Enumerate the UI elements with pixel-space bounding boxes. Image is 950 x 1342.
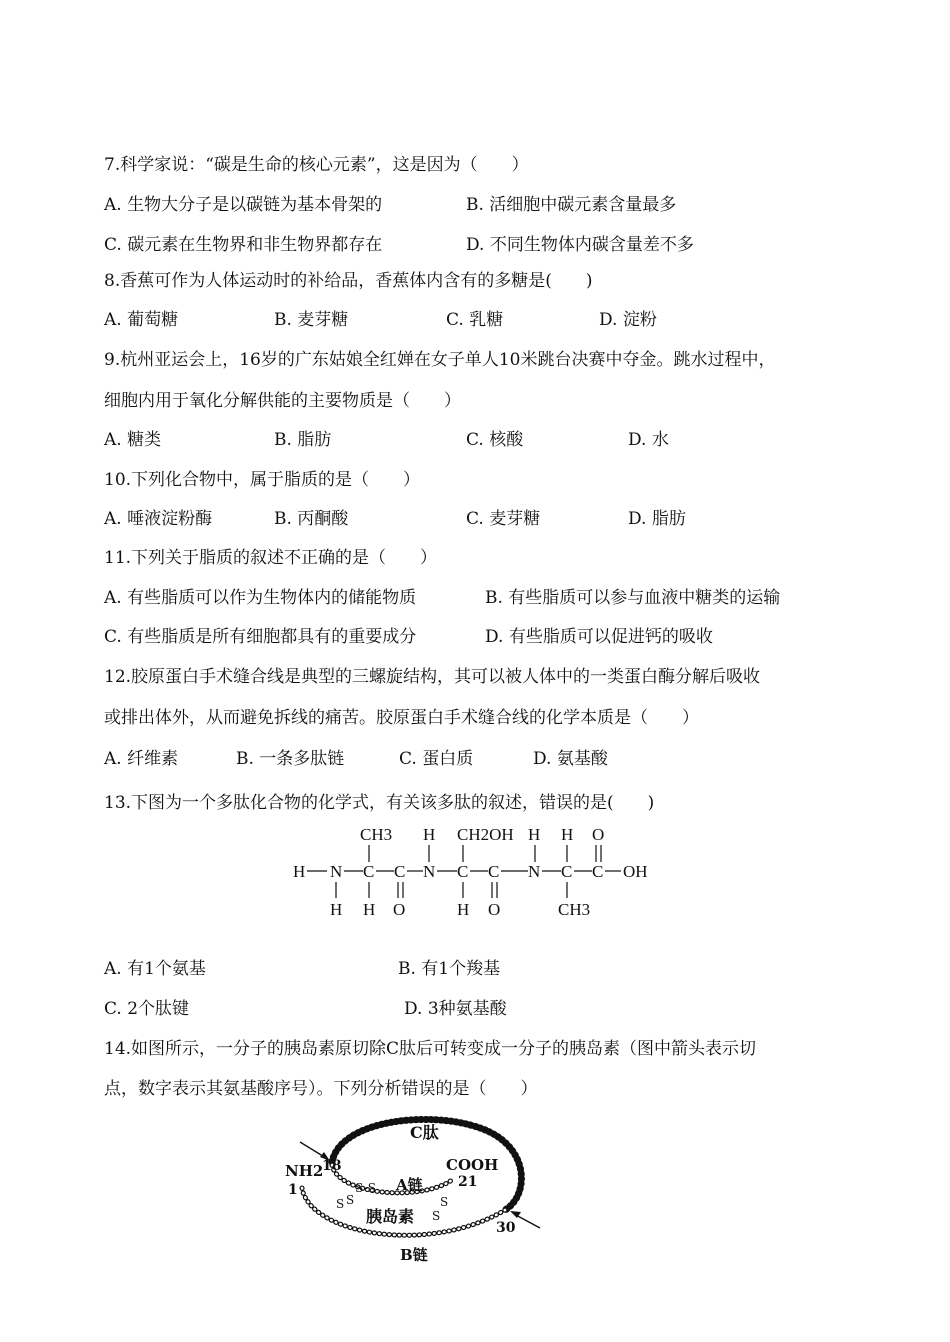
q7-option-a: A. 生物大分子是以碳链为基本骨架的 <box>104 195 383 215</box>
label-s-3: S <box>440 1195 449 1209</box>
formula-o-bottom-2: O <box>488 900 501 919</box>
q12-option-b: B. 一条多肽链 <box>236 749 345 769</box>
q7-option-b: B. 活细胞中碳元素含量最多 <box>466 195 677 215</box>
q11-option-c: C. 有些脂质是所有细胞都具有的重要成分 <box>104 627 417 647</box>
formula-n-1: N <box>330 862 343 881</box>
formula-n-3: N <box>528 862 541 881</box>
q8-option-a: A. 葡萄糖 <box>104 310 179 330</box>
q8-option-d: D. 淀粉 <box>599 310 657 330</box>
q12-stem-line2: 或排出体外，从而避免拆线的痛苦。胶原蛋白手术缝合线的化学本质是（ ） <box>104 708 699 728</box>
q10-option-a: A. 唾液淀粉酶 <box>104 509 213 529</box>
label-a-chain: A链 <box>396 1176 423 1194</box>
q9-option-d: D. 水 <box>628 430 669 450</box>
q9-stem-line1: 9.杭州亚运会上，16岁的广东姑娘全红婵在女子单人10米跳台决赛中夺金。跳水过程中， <box>104 350 776 370</box>
q13-option-b: B. 有1个羧基 <box>398 959 501 979</box>
q11-option-b: B. 有些脂质可以参与血液中糖类的运输 <box>485 588 781 608</box>
formula-h-bottom-2: H <box>363 900 376 919</box>
q11-option-a: A. 有些脂质可以作为生物体内的储能物质 <box>104 588 417 608</box>
q10-option-c: C. 麦芽糖 <box>466 509 541 529</box>
q8-option-c: C. 乳糖 <box>446 310 504 330</box>
formula-ch2oh-top: CH2OH <box>457 825 514 844</box>
label-s-2: S <box>346 1193 355 1207</box>
q12-option-a: A. 纤维素 <box>104 749 179 769</box>
q9-option-a: A. 糖类 <box>104 430 162 450</box>
q13-option-a: A. 有1个氨基 <box>104 959 206 979</box>
insulin-diagram <box>280 1110 550 1270</box>
q10-option-b: B. 丙酮酸 <box>274 509 349 529</box>
q8-stem: 8.香蕉可作为人体运动时的补给品，香蕉体内含有的多糖是( ) <box>104 271 593 291</box>
formula-o-top: O <box>592 825 605 844</box>
formula-c-4: C <box>488 862 500 881</box>
q14-stem-line2: 点，数字表示其氨基酸序号）。下列分析错误的是（ ） <box>104 1079 538 1099</box>
q14-stem-line1: 14.如图所示，一分子的胰岛素原切除C肽后可转变成一分子的胰岛素（图中箭头表示切 <box>104 1039 757 1059</box>
label-18: 18 <box>322 1158 342 1174</box>
formula-h-bottom-3: H <box>457 900 470 919</box>
label-c-peptide: C肽 <box>410 1123 439 1142</box>
q11-stem: 11.下列关于脂质的叙述不正确的是（ ） <box>104 548 438 568</box>
q10-option-d: D. 脂肪 <box>628 509 686 529</box>
formula-c-3: C <box>457 862 469 881</box>
formula-h-left: H <box>293 862 306 881</box>
q12-option-c: C. 蛋白质 <box>399 749 474 769</box>
q11-option-d: D. 有些脂质可以促进钙的吸收 <box>485 627 713 647</box>
q13-stem: 13.下图为一个多肽化合物的化学式，有关该多肽的叙述，错误的是( ) <box>104 793 655 813</box>
label-30: 30 <box>496 1220 516 1236</box>
label-1: 1 <box>288 1182 298 1198</box>
formula-h-top-1: H <box>423 825 436 844</box>
formula-c-2: C <box>394 862 406 881</box>
q12-option-d: D. 氨基酸 <box>533 749 608 769</box>
formula-h-bottom-1: H <box>330 900 343 919</box>
q7-option-d: D. 不同生物体内碳含量差不多 <box>466 235 694 255</box>
formula-ch3-top: CH3 <box>360 825 393 844</box>
q9-option-c: C. 核酸 <box>466 430 524 450</box>
q12-stem-line1: 12.胶原蛋白手术缝合线是典型的三螺旋结构，其可以被人体中的一类蛋白酶分解后吸收 <box>104 667 761 687</box>
formula-ch3-bottom: CH3 <box>558 900 591 919</box>
label-s-4: S <box>432 1209 441 1223</box>
formula-c-1: C <box>363 862 375 881</box>
polypeptide-formula <box>285 820 665 925</box>
label-s-1: S <box>336 1197 345 1211</box>
label-cooh: COOH <box>446 1156 499 1174</box>
formula-h-top-3: H <box>561 825 574 844</box>
formula-h-top-2: H <box>528 825 541 844</box>
formula-oh: OH <box>623 862 648 881</box>
label-insulin: 胰岛素 <box>366 1207 415 1226</box>
q9-option-b: B. 脂肪 <box>274 430 332 450</box>
q9-stem-line2: 细胞内用于氧化分解供能的主要物质是（ ） <box>104 391 461 411</box>
formula-o-bottom-1: O <box>393 900 406 919</box>
formula-c-5: C <box>561 862 573 881</box>
label-ss-top: S-S <box>355 1181 376 1195</box>
formula-n-2: N <box>423 862 436 881</box>
q7-stem: 7.科学家说：“碳是生命的核心元素”，这是因为（ ） <box>104 155 529 175</box>
q13-option-c: C. 2个肽键 <box>104 999 190 1019</box>
q10-stem: 10.下列化合物中，属于脂质的是（ ） <box>104 470 421 490</box>
q8-option-b: B. 麦芽糖 <box>274 310 349 330</box>
label-nh2: NH2 <box>285 1162 324 1180</box>
q7-option-c: C. 碳元素在生物界和非生物界都存在 <box>104 235 383 255</box>
label-21: 21 <box>458 1174 478 1190</box>
label-b-chain: B链 <box>400 1246 428 1264</box>
formula-c-6: C <box>592 862 604 881</box>
q13-option-d: D. 3种氨基酸 <box>404 999 507 1019</box>
